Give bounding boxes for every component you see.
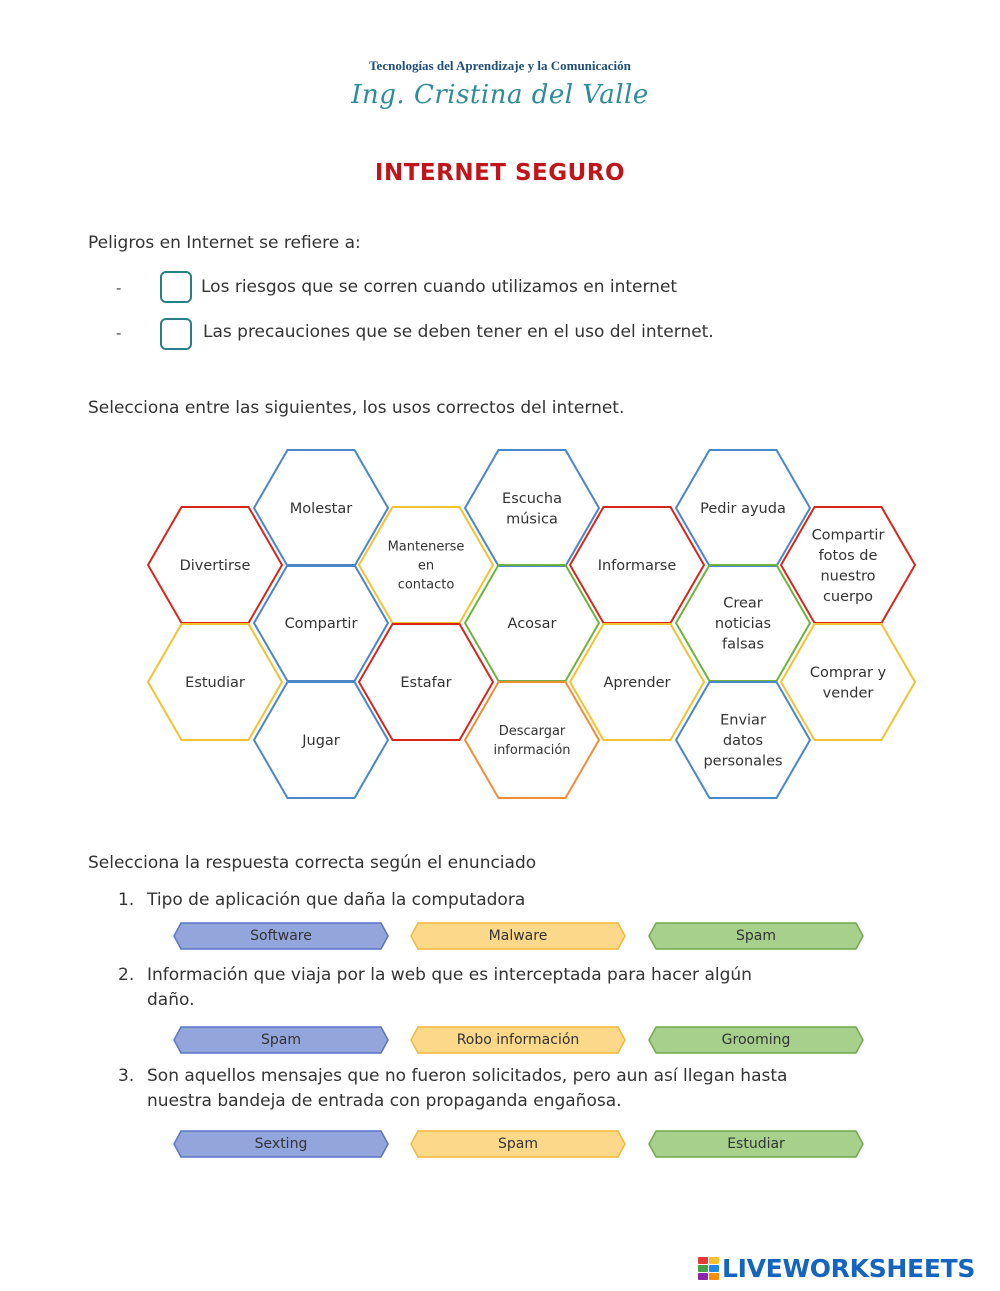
bullet-dash: - (116, 279, 122, 297)
hexagon-label: Jugar (302, 733, 340, 750)
option-2-text: Las precauciones que se deben tener en el uso del internet. (203, 322, 714, 342)
q1-option-2-label: Malware (488, 928, 548, 944)
hexagon-label: Enviar datos personales (703, 712, 783, 770)
question-2-text-line2: daño. (147, 990, 195, 1010)
page-title: INTERNET SEGURO (374, 160, 626, 186)
question-3-text-line1: Son aquellos mensajes que no fueron solicitados, pero aun así llegan hasta (147, 1066, 788, 1086)
q3-option-3-label: Estudiar (727, 1136, 785, 1152)
option-1-text: Los riesgos que se corren cuando utilizamos en internet (201, 277, 678, 297)
question-3-number: 3. (118, 1066, 135, 1086)
header-author: Ing. Cristina del Valle (351, 80, 649, 110)
q2-option-3-label: Grooming (721, 1032, 791, 1048)
q1-option-3[interactable] (648, 922, 864, 950)
checkbox-option-1[interactable] (160, 271, 192, 303)
q2-option-1-label: Spam (261, 1032, 301, 1048)
q3-option-1[interactable] (173, 1130, 389, 1158)
q1-option-1[interactable] (173, 922, 389, 950)
logo-blocks-icon (698, 1257, 720, 1281)
checkbox-option-2[interactable] (160, 318, 192, 350)
hexagon-label: Crear noticias falsas (714, 595, 772, 653)
hexagon-label: Mantenerse en contacto (387, 539, 465, 593)
q2-option-2[interactable] (410, 1026, 626, 1054)
section1-prompt: Peligros en Internet se refiere a: (88, 233, 361, 253)
hexagon-label: Compartir (284, 616, 358, 633)
hexagon-label: Comprar y vender (809, 664, 887, 702)
q3-option-1-label: Sexting (254, 1136, 308, 1152)
hexagon-label: Estafar (400, 675, 452, 692)
q2-option-3[interactable] (648, 1026, 864, 1054)
question-1-text: Tipo de aplicación que daña la computadora (147, 890, 526, 910)
hexagon-divertirse[interactable] (148, 507, 282, 623)
q2-option-2-label: Robo información (456, 1032, 580, 1048)
hexagon-label: Acosar (507, 616, 557, 633)
question-2-text-line1: Información que viaja por la web que es interceptada para hacer algún (147, 965, 752, 985)
q3-option-2-label: Spam (498, 1136, 538, 1152)
hexagon-label: Aprender (603, 675, 671, 692)
section2-prompt: Selecciona entre las siguientes, los usos correctos del internet. (88, 398, 625, 418)
question-3-text-line2: nuestra bandeja de entrada con propaganda engañosa. (147, 1091, 622, 1111)
q1-option-3-label: Spam (736, 928, 776, 944)
hexagon-label: Informarse (597, 558, 677, 575)
question-1-number: 1. (118, 890, 135, 910)
section3-prompt: Selecciona la respuesta correcta según el enunciado (88, 853, 537, 873)
hexagon-label: Compartir fotos de nuestro cuerpo (811, 527, 885, 605)
hexagon-grid (0, 440, 1000, 820)
q1-option-2[interactable] (410, 922, 626, 950)
question-2-number: 2. (118, 965, 135, 985)
header-org: Tecnologías del Aprendizaje y la Comunicación (369, 58, 631, 73)
hexagon-estudiar[interactable] (148, 624, 282, 740)
hexagon-label: Pedir ayuda (700, 501, 786, 518)
hexagon-label: Molestar (289, 501, 353, 518)
hexagon-label: Divertirse (179, 558, 251, 575)
q3-option-3[interactable] (648, 1130, 864, 1158)
hexagon-label: Escucha música (502, 490, 562, 528)
bullet-dash: - (116, 324, 122, 342)
hexagon-label: Descargar información (493, 724, 571, 759)
q2-option-1[interactable] (173, 1026, 389, 1054)
hexagon-label: Estudiar (185, 675, 245, 692)
q3-option-2[interactable] (410, 1130, 626, 1158)
q1-option-1-label: Software (250, 928, 312, 944)
logo-text: LIVEWORKSHEETS (722, 1254, 976, 1283)
